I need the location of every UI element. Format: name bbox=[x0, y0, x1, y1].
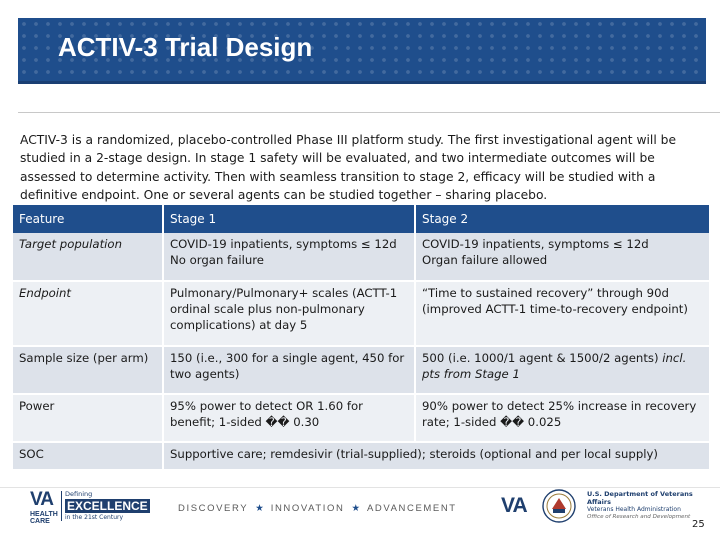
stage-2-main-text: 500 (i.e. 1000/1 agent & 1500/2 agents) bbox=[422, 351, 659, 365]
tagline-innovation: INNOVATION bbox=[270, 503, 345, 514]
va-seal-icon bbox=[542, 489, 576, 523]
header-feature: Feature bbox=[13, 205, 163, 233]
header-stage-2: Stage 2 bbox=[415, 205, 710, 233]
star-icon: ★ bbox=[351, 503, 360, 514]
tagline-advancement: ADVANCEMENT bbox=[366, 503, 457, 514]
table-row bbox=[13, 394, 710, 442]
stage-2-cell bbox=[415, 233, 710, 281]
table-row bbox=[13, 281, 710, 346]
dept-vha: Veterans Health Administration bbox=[587, 506, 681, 513]
stage-1-line: No organ failure bbox=[170, 253, 264, 267]
star-icon: ★ bbox=[255, 503, 264, 514]
va-logo-excellence: EXCELLENCE bbox=[67, 499, 148, 513]
footer-tagline bbox=[178, 503, 457, 514]
va-logo-mark: VA bbox=[30, 489, 53, 510]
trial-design-table bbox=[13, 205, 711, 471]
stage-2-note: incl. pts from Stage 1 bbox=[422, 351, 687, 381]
stage-2-line: Organ failure allowed bbox=[422, 253, 548, 267]
va-health-care-logo bbox=[30, 489, 150, 523]
stage-2-cell: 90% power to detect 25% increase in recovery rate; 1-sided �� 0.025 bbox=[415, 394, 710, 442]
slide-title: ACTIV-3 Trial Design bbox=[58, 32, 313, 62]
va-department-block bbox=[587, 491, 712, 521]
stage-1-cell bbox=[163, 233, 415, 281]
stage-1-cell: 150 (i.e., 300 for a single agent, 450 for two agents) bbox=[163, 346, 415, 394]
soc-span-cell: Supportive care; remdesivir (trial-supplied); steroids (optional and per local supply) bbox=[163, 442, 710, 470]
table-header-row bbox=[13, 205, 710, 233]
footer-divider bbox=[0, 487, 720, 488]
page-number: 25 bbox=[692, 519, 705, 530]
stage-2-cell: “Time to sustained recovery” through 90d (improved ACTT-1 time-to-recovery endpoint) bbox=[415, 281, 710, 346]
intro-paragraph: ACTIV-3 is a randomized, placebo-controlled Phase III platform study. The first investigational agent will be studied in a 2-stage design. In stage 1 safety will be evaluated, and two intermediate outcomes will be assessed to determine activity. Then with seamless transition to stage 2, efficacy will be studied with a definitive endpoint. One or several agents can be studied together – sharing placebo. bbox=[20, 133, 677, 202]
stage-1-cell: 95% power to detect OR 1.60 for benefit; 1-sided �� 0.30 bbox=[163, 394, 415, 442]
dept-name: U.S. Department of Veterans Affairs bbox=[587, 490, 693, 506]
va-logo-defining: Defining bbox=[65, 490, 93, 498]
feature-cell: Sample size (per arm) bbox=[13, 346, 163, 394]
feature-cell: Power bbox=[13, 394, 163, 442]
dept-ord: Office of Research and Development bbox=[587, 513, 691, 520]
table-row bbox=[13, 233, 710, 281]
table-row bbox=[13, 346, 710, 394]
stage-2-line: COVID-19 inpatients, symptoms ≤ 12d bbox=[422, 237, 649, 251]
stage-1-line: COVID-19 inpatients, symptoms ≤ 12d bbox=[170, 237, 397, 251]
feature-cell: SOC bbox=[13, 442, 163, 470]
va-mark-right: VA bbox=[501, 494, 527, 517]
header-stage-1: Stage 1 bbox=[163, 205, 415, 233]
va-logo-health: HEALTH bbox=[30, 511, 58, 518]
stage-1-cell: Pulmonary/Pulmonary+ scales (ACTT-1 ordinal scale plus non-pulmonary complications) at day 5 bbox=[163, 281, 415, 346]
va-logo-century: in the 21st Century bbox=[65, 514, 124, 521]
title-banner bbox=[18, 18, 706, 84]
title-divider bbox=[18, 112, 720, 113]
stage-2-cell bbox=[415, 346, 710, 394]
tagline-discovery: DISCOVERY bbox=[178, 503, 249, 514]
va-logo-separator bbox=[61, 491, 62, 521]
feature-cell: Endpoint bbox=[13, 281, 163, 346]
va-logo-subtext bbox=[30, 511, 58, 525]
va-logo-care: CARE bbox=[30, 518, 50, 525]
feature-cell: Target population bbox=[13, 233, 163, 281]
table-row bbox=[13, 442, 710, 470]
